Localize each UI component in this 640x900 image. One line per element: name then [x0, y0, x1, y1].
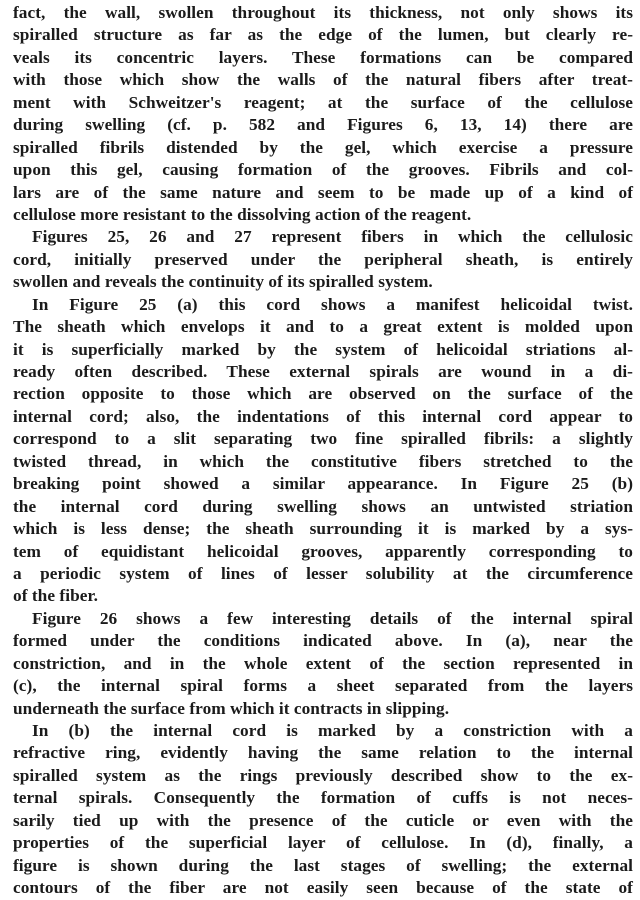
text-line: of the fiber.	[13, 586, 98, 606]
text-line: figure is shown during the last stages of swelling; the external	[13, 855, 633, 875]
text-line: In (b) the internal cord is marked by a constriction with a	[32, 721, 633, 740]
text-line: it is superficially marked by the system of helicoidal striations al-	[13, 339, 633, 359]
document-page	[13, 2, 633, 900]
text-line: (c), the internal spiral forms a sheet separated from the layers	[13, 676, 633, 696]
text-line: breaking point showed a similar appearance. In Figure 25 (b)	[13, 474, 633, 494]
text-line: spiralled structure as far as the edge of the lumen, but clearly re-	[13, 25, 633, 45]
text-line: ready often described. These external spirals are wound in a di-	[13, 362, 633, 381]
text-line: underneath the surface from which it contracts in slipping.	[13, 698, 450, 718]
text-line: constriction, and in the whole extent of the section represented in	[13, 653, 633, 673]
text-line: properties of the superficial layer of cellulose. In (d), finally, a	[13, 833, 633, 853]
text-line: spiralled fibrils distended by the gel, which exercise a pressure	[13, 137, 633, 157]
text-line: a periodic system of lines of lesser solubility at the circumference	[13, 563, 633, 583]
text-line: internal cord; also, the indentations of this internal cord appear to	[13, 406, 633, 426]
text-line: lars are of the same nature and seem to be made up of a kind of	[13, 182, 633, 202]
text-line: the internal cord during swelling shows an untwisted striation	[13, 496, 633, 516]
text-line: which is less dense; the sheath surrounding it is marked by a sys-	[13, 519, 633, 539]
text-line: In Figure 25 (a) this cord shows a manifest helicoidal twist.	[32, 294, 633, 314]
text-line: cord, initially preserved under the peripheral sheath, is entirely	[13, 249, 633, 269]
text-line: upon this gel, causing formation of the grooves. Fibrils and col-	[13, 160, 633, 180]
text-line: spiralled system as the rings previously described show to the ex-	[13, 765, 633, 785]
text-line: Figures 25, 26 and 27 represent fibers in which the cellulosic	[32, 227, 633, 247]
text-line: twisted thread, in which the constitutive fibers stretched to the	[13, 451, 633, 471]
text-line: refractive ring, evidently having the same relation to the internal	[13, 743, 633, 763]
text-line: during swelling (cf. p. 582 and Figures 6, 13, 14) there are	[13, 115, 633, 135]
text-line: swollen and reveals the continuity of its spiralled system.	[13, 272, 433, 292]
text-line: with those which show the walls of the natural fibers after treat-	[13, 70, 633, 90]
text-line: fact, the wall, swollen throughout its thickness, not only shows its	[13, 3, 633, 22]
text-line: rection opposite to those which are observed on the surface of the	[13, 384, 633, 404]
text-line: tem of equidistant helicoidal grooves, apparently corresponding to	[13, 541, 633, 561]
text-line: Figure 26 shows a few interesting details of the internal spiral	[32, 608, 633, 628]
text-line: ternal spirals. Consequently the formation of cuffs is not neces-	[13, 788, 633, 808]
text-line: The sheath which envelops it and to a great extent is molded upon	[13, 317, 633, 337]
text-line: veals its concentric layers. These formations can be compared	[13, 47, 633, 67]
text-line: correspond to a slit separating two fine spiralled fibrils: a slightly	[13, 429, 633, 449]
text-line: cellulose more resistant to the dissolving action of the reagent.	[13, 204, 472, 224]
text-line: sarily tied up with the presence of the cuticle or even with the	[13, 810, 633, 830]
text-line: ment with Schweitzer's reagent; at the surface of the cellulose	[13, 92, 633, 112]
text-line: formed under the conditions indicated above. In (a), near the	[13, 631, 633, 651]
text-line: contours of the fiber are not easily seen because of the state of	[13, 878, 633, 898]
